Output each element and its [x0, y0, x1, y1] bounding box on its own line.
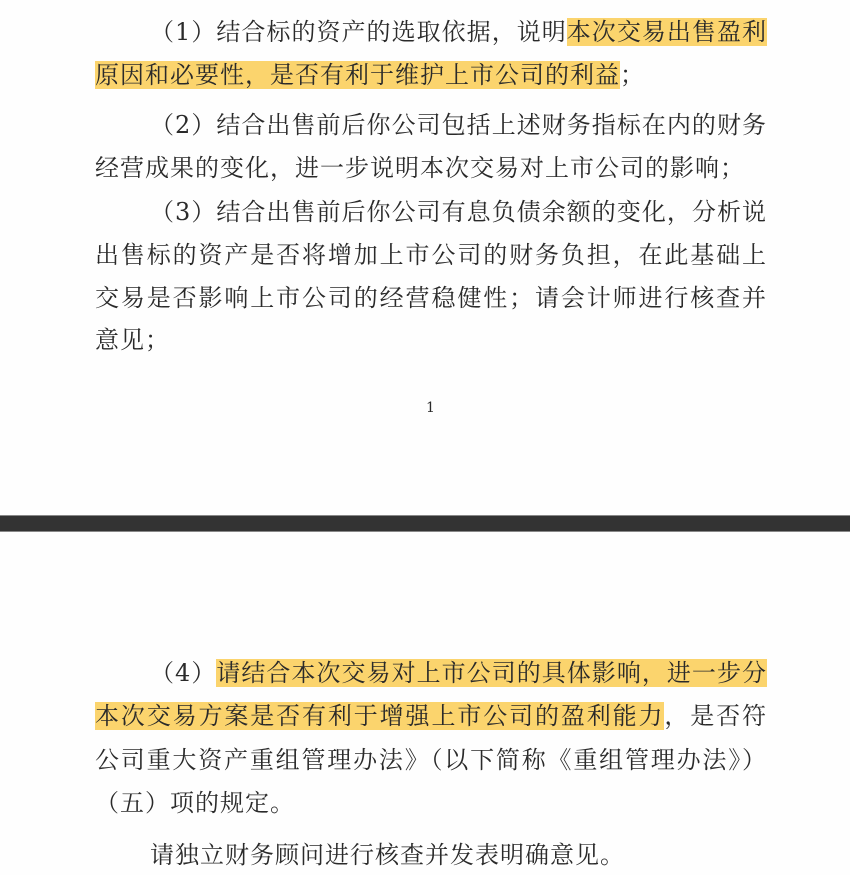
item4-line2: [95, 699, 767, 733]
highlighted-text: 本次交易方案是否有利于增强上市公司的盈利能力: [95, 702, 665, 730]
text: （4）: [150, 659, 217, 687]
page-number: 1: [426, 400, 435, 416]
item2-line1: （2）结合出售前后你公司包括上述财务指标在内的财务: [150, 111, 767, 139]
text: ，是否符: [664, 702, 767, 730]
item3-line4: 意见；: [95, 326, 170, 354]
item1-line1: [150, 15, 767, 49]
item4-line3: 公司重大资产重组管理办法》（以下简称《重组管理办法》）: [95, 746, 767, 774]
item3-line3: 交易是否影响上市公司的经营稳健性；请会计师进行核查并: [95, 284, 767, 312]
highlighted-text: 请结合本次交易对上市公司的具体影响，进一步分: [150, 659, 767, 690]
item2-line2: 经营成果的变化，进一步说明本次交易对上市公司的影响；: [95, 154, 745, 182]
item3-line1: （3）结合出售前后你公司有息负债余额的变化，分析说: [150, 198, 767, 226]
highlighted-text: 本次交易出售盈利: [150, 18, 767, 49]
text: （1）结合标的资产的选取依据，说明: [150, 18, 567, 46]
text: ；: [620, 61, 645, 89]
item4-line1: [150, 656, 767, 690]
item4-line4: （五）项的规定。: [95, 789, 295, 817]
item3-line2: 出售标的资产是否将增加上市公司的财务负担，在此基础上: [95, 241, 767, 269]
page-separator: [0, 515, 850, 532]
closing-paragraph: 请独立财务顾问进行核查并发表明确意见。: [150, 841, 625, 869]
item1-line2: [95, 58, 645, 92]
highlighted-text: 原因和必要性，是否有利于维护上市公司的利益: [95, 61, 620, 89]
